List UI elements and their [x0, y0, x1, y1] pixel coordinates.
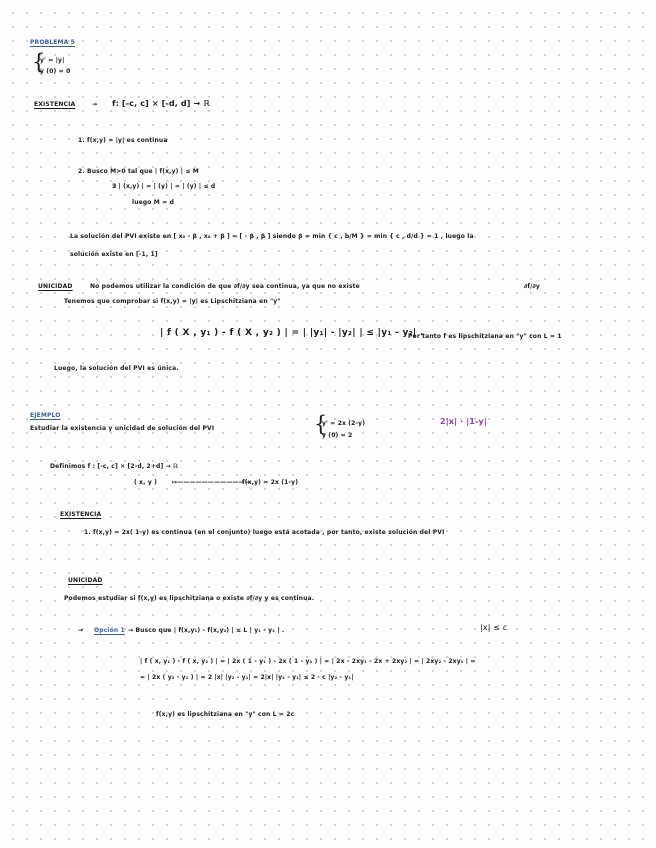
lipschitz-inequality: | f ( X , y₁ ) - f ( X , y₂ ) | = | |y₁| - |y₂| | ≤ |y₁ - y₂| . — [160, 328, 424, 338]
existencia-item-2-result: luego M = d — [132, 199, 175, 206]
problem-system-brace: { — [32, 50, 46, 74]
existencia-item-2: 2. Busco M>0 tal que | f(x,y) | ≤ M — [78, 168, 199, 175]
problem-title: PROBLEMA 5 — [30, 39, 75, 46]
ejemplo-existencia-text: 1. f(x,y) = 2x( 1-y) es continua (en el conjunto) luego está acotada , por tanto, existe solución del PVI — [84, 529, 445, 536]
ejemplo-system-brace: { — [314, 412, 328, 436]
existencia-conclusion-line-2: solución existe en [-1, 1] — [70, 251, 158, 258]
unicidad-heading: UNICIDAD — [38, 283, 73, 290]
existencia-arrow: → — [92, 101, 98, 108]
ejemplo-definition: Definimos f : [-c, c] × [2-d, 2+d] → ℝ — [50, 463, 178, 470]
ejemplo-conclusion: f(x,y) es lipschitziana en "y" con L = 2c — [156, 711, 295, 718]
ejemplo-statement: Estudiar la existencia y unicidad de solución del PVI — [30, 425, 215, 432]
ejemplo-equation: y' = 2x (2-y) — [322, 420, 366, 427]
ejemplo-heading: EJEMPLO — [30, 412, 61, 419]
lipschitz-conclusion: Por tanto f es lipschitziana en "y" con L = 1 — [408, 333, 562, 340]
option-label: Opción 1 — [94, 627, 125, 634]
unicidad-final: Luego, la solución del PVI es única. — [54, 365, 179, 372]
ejemplo-existencia-heading: EXISTENCIA — [60, 511, 102, 518]
option-arrow: → — [78, 627, 84, 634]
existencia-item-1: 1. f(x,y) = |y| es continua — [78, 137, 168, 144]
ejemplo-unicidad-heading: UNICIDAD — [68, 577, 103, 584]
lipschitz-calculation-line-2: = | 2x ( y₂ - y₁ ) | = 2 |x| |y₂ - y₁| = 2|x| |y₂ - y₁| ≤ 2 · c |y₂ - y₁| — [140, 674, 354, 681]
unicidad-text-2: Tenemos que comprobar si f(x,y) = |y| es Lipschitziana en "y" — [64, 298, 281, 305]
option-text: → Busco que | f(x,y₁) - f(x,y₂) | ≤ L | y₁ - y₂ | . — [128, 627, 285, 634]
ejemplo-definition-domain: ( x, y ) — [134, 479, 158, 486]
lipschitz-calculation-line-1: | f ( x, y₁ ) - f ( x, y₂ ) | = | 2x ( 1 - y₁ ) - 2x ( 1 - y₂ ) | = | 2x - 2xy₁ - 2x + 2xy₂ | = | 2xy₂ - 2xy₁ | = — [140, 658, 476, 665]
problem-equation: y' = |y| — [40, 57, 65, 64]
ejemplo-side-note: 2|x| · |1-y| — [440, 417, 487, 426]
maps-to-arrow: ↦———————————— — [172, 479, 251, 486]
existencia-conclusion-line-1: La solución del PVI existe en [ x₀ - β , x₀ + β ] = [ - β , β ] siendo β = min { c , b/M } = min { c , d/d } = 1 , luego la — [70, 233, 474, 240]
existencia-heading: EXISTENCIA — [34, 101, 76, 108]
existencia-definition: f: [-c, c] × [-d, d] → ℝ — [112, 99, 210, 108]
problem-initial-condition: y (0) = 0 — [40, 68, 71, 75]
ejemplo-initial-condition: y (0) = 2 — [322, 432, 353, 439]
unicidad-text-1: No podemos utilizar la condición de que ∂f/∂y sea continua, ya que no existe — [90, 283, 360, 290]
ejemplo-definition-image: f(x,y) = 2x (1-y) — [242, 479, 299, 486]
x-bound-note: |x| ≤ c — [480, 623, 508, 632]
existencia-item-2-bound: ∃ | (x,y) | = | (y) | = | (y) | ≤ d — [112, 183, 216, 190]
unicidad-partial-derivative: ∂f/∂y — [524, 283, 540, 290]
ejemplo-unicidad-text: Podemos estudiar si f(x,y) es lipschitziana o existe ∂f/∂y y es continua. — [64, 595, 315, 602]
